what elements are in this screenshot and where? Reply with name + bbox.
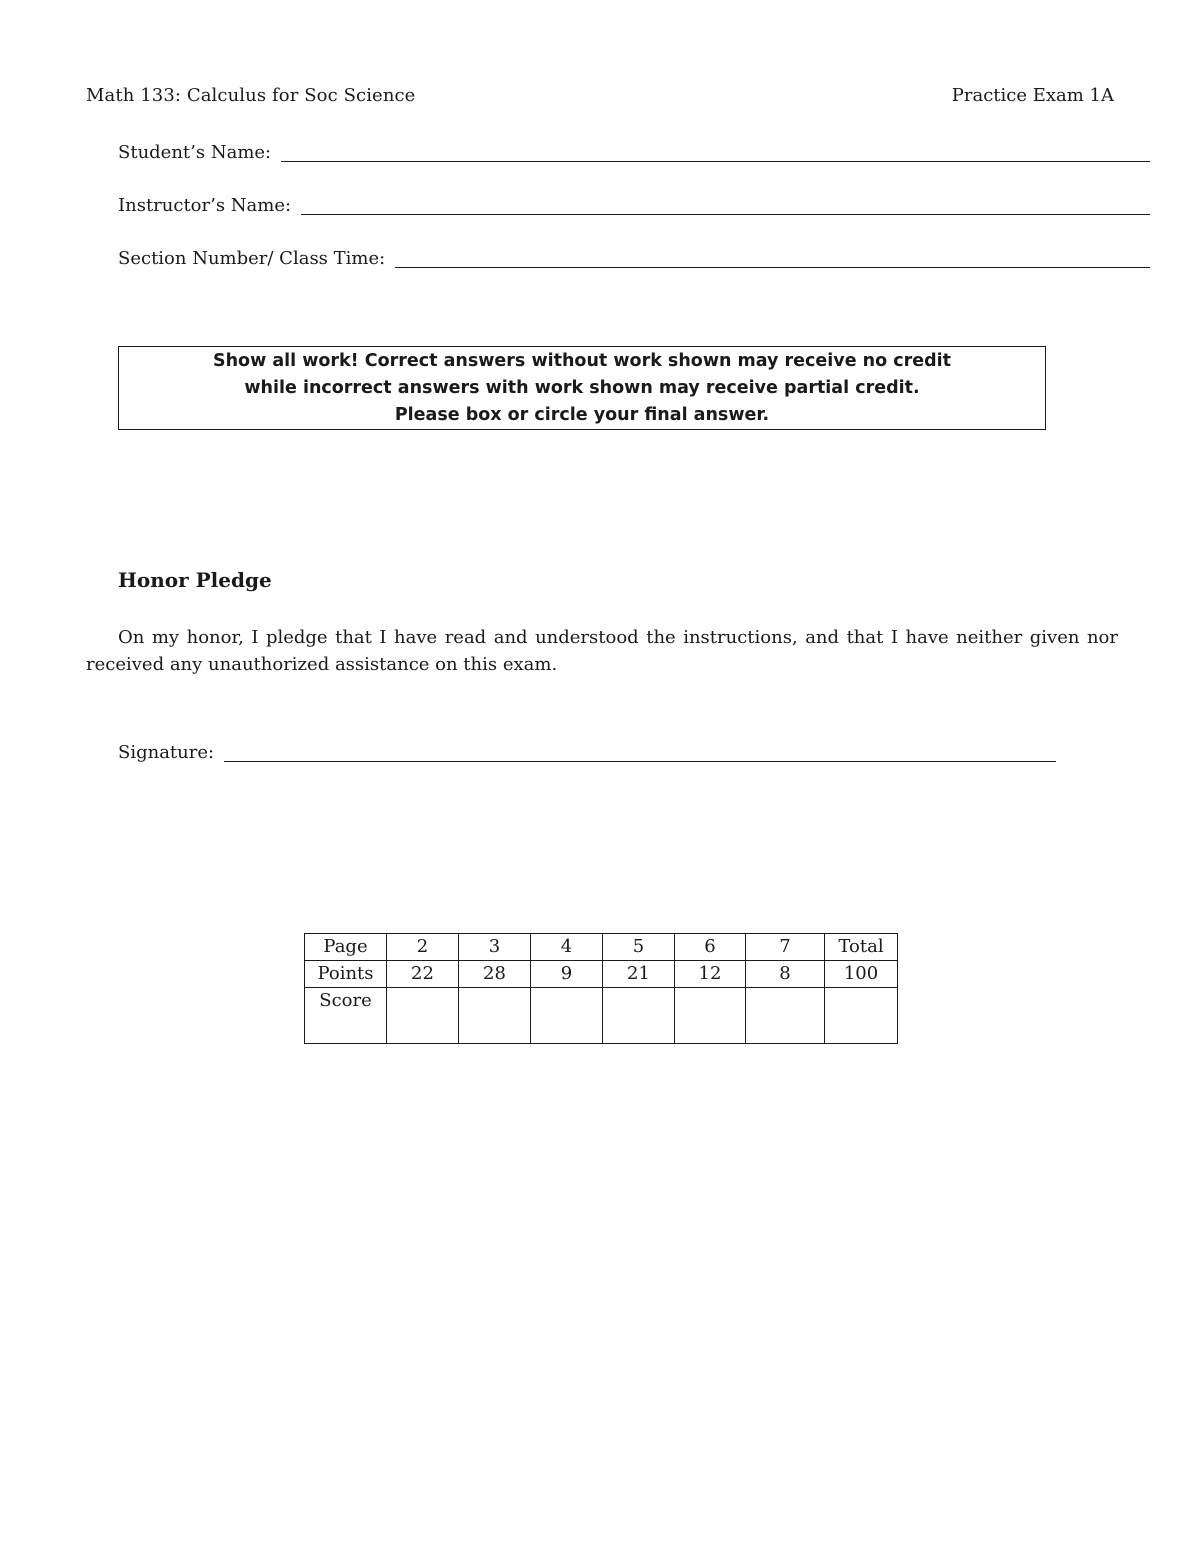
- exam-title: Practice Exam 1A: [951, 85, 1114, 106]
- table-cell: 28: [459, 961, 531, 988]
- table-row-page: [305, 934, 898, 961]
- table-row-label: Page: [305, 934, 387, 961]
- table-row-label: Points: [305, 961, 387, 988]
- table-cell: 12: [675, 961, 746, 988]
- section-time-line[interactable]: [395, 266, 1150, 268]
- table-cell: 2: [387, 934, 459, 961]
- table-row-points: [305, 961, 898, 988]
- student-name-label: Student’s Name:: [118, 142, 272, 163]
- score-cell[interactable]: [603, 988, 675, 1044]
- table-cell: 9: [531, 961, 603, 988]
- course-title: Math 133: Calculus for Soc Science: [86, 85, 416, 106]
- honor-pledge-title: Honor Pledge: [118, 568, 272, 592]
- student-name-field[interactable]: [118, 138, 1150, 164]
- instructions-line-3: Please box or circle your final answer.: [394, 405, 770, 425]
- instructor-name-field[interactable]: [118, 191, 1150, 217]
- table-cell: 7: [746, 934, 825, 961]
- section-time-label: Section Number/ Class Time:: [118, 248, 386, 269]
- table-cell: Total: [825, 934, 898, 961]
- table-cell: 3: [459, 934, 531, 961]
- table-cell: 4: [531, 934, 603, 961]
- instructions-line-1: Show all work! Correct answers without work shown may receive no credit: [212, 351, 951, 371]
- table-cell: 22: [387, 961, 459, 988]
- signature-line[interactable]: [224, 760, 1056, 762]
- score-cell[interactable]: [675, 988, 746, 1044]
- score-table: [304, 933, 898, 1044]
- table-cell: 6: [675, 934, 746, 961]
- table-row-score: [305, 988, 898, 1044]
- student-name-line[interactable]: [281, 160, 1150, 162]
- signature-field[interactable]: [118, 738, 1056, 764]
- table-row-label: Score: [305, 988, 387, 1044]
- table-cell: 100: [825, 961, 898, 988]
- score-cell[interactable]: [387, 988, 459, 1044]
- signature-label: Signature:: [118, 742, 215, 763]
- score-cell[interactable]: [459, 988, 531, 1044]
- table-cell: 21: [603, 961, 675, 988]
- score-cell[interactable]: [531, 988, 603, 1044]
- section-time-field[interactable]: [118, 244, 1150, 270]
- instructor-name-line[interactable]: [301, 213, 1150, 215]
- instructions-line-2: while incorrect answers with work shown may receive partial credit.: [244, 378, 920, 398]
- table-cell: 8: [746, 961, 825, 988]
- instructions-box: [118, 346, 1046, 430]
- score-cell[interactable]: [746, 988, 825, 1044]
- score-cell[interactable]: [825, 988, 898, 1044]
- instructor-name-label: Instructor’s Name:: [118, 195, 292, 216]
- table-cell: 5: [603, 934, 675, 961]
- honor-pledge-text: On my honor, I pledge that I have read and understood the instructions, and that I have neither given nor received any unauthorized assistance on this exam.: [86, 627, 1118, 675]
